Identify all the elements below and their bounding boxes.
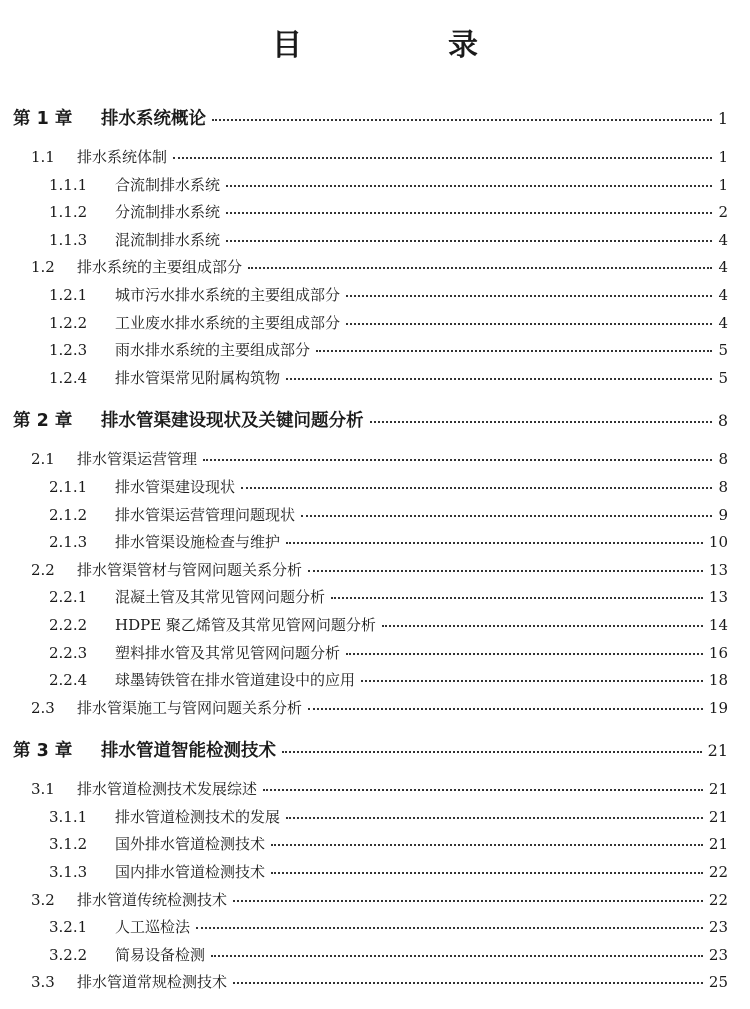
dot-leader bbox=[248, 267, 712, 269]
toc-entry-number: 3.3 bbox=[31, 973, 55, 992]
toc-entry-page-number: 13 bbox=[708, 588, 728, 607]
dot-leader bbox=[308, 570, 703, 572]
toc-section-row[interactable] bbox=[0, 889, 750, 917]
toc-entry-title: 排水管渠设施检查与维护 bbox=[115, 533, 281, 552]
toc-entry-number: 3.1 bbox=[31, 780, 55, 799]
dot-leader bbox=[203, 459, 712, 461]
toc-section-row[interactable] bbox=[0, 697, 750, 725]
toc-entry-title: 雨水排水系统的主要组成部分 bbox=[115, 341, 311, 360]
toc-entry-title: 人工巡检法 bbox=[115, 918, 191, 937]
toc-entry-title: 排水管渠建设现状及关键问题分析 bbox=[101, 411, 364, 432]
toc-subsection-row[interactable] bbox=[0, 367, 750, 395]
toc-entry-number: 2.2.2 bbox=[49, 615, 88, 634]
dot-leader bbox=[286, 542, 703, 544]
toc-chapter-row[interactable] bbox=[0, 407, 750, 444]
toc-chapter-row[interactable] bbox=[0, 737, 750, 774]
toc-entry-number: 2.2.4 bbox=[49, 671, 88, 690]
toc-entry-page-number: 1 bbox=[718, 148, 728, 166]
toc-entry-number: 3.1.1 bbox=[49, 807, 88, 826]
dot-leader bbox=[286, 817, 703, 819]
toc-subsection-row[interactable] bbox=[0, 833, 750, 861]
dot-leader bbox=[282, 751, 702, 753]
dot-leader bbox=[196, 927, 703, 929]
toc-entry-number: 1.2.1 bbox=[49, 285, 88, 304]
toc-section-row[interactable] bbox=[0, 256, 750, 284]
dot-leader bbox=[263, 789, 703, 791]
dot-leader bbox=[382, 625, 703, 627]
page-title: 目 录 bbox=[272, 28, 536, 63]
table-of-contents bbox=[0, 105, 750, 999]
dot-leader bbox=[346, 295, 712, 297]
toc-entry-title: 排水管道检测技术的发展 bbox=[115, 807, 281, 826]
toc-subsection-row[interactable] bbox=[0, 586, 750, 614]
toc-entry-title: 混流制排水系统 bbox=[115, 230, 221, 249]
toc-entry-title: 国内排水管道检测技术 bbox=[115, 863, 266, 882]
toc-entry-title: 排水管道检测技术发展综述 bbox=[77, 780, 258, 799]
toc-entry-number: 1.2.3 bbox=[49, 341, 88, 360]
toc-entry-title: 城市污水排水系统的主要组成部分 bbox=[115, 285, 341, 304]
toc-entry-number: 2.1.2 bbox=[49, 505, 88, 524]
toc-entry-page-number: 23 bbox=[708, 945, 728, 964]
toc-entry-page-number: 22 bbox=[708, 863, 728, 882]
toc-entry-page-number: 5 bbox=[718, 341, 728, 360]
dot-leader bbox=[226, 240, 712, 242]
toc-entry-page-number: 8 bbox=[718, 477, 728, 496]
toc-entry-number: 1.1.3 bbox=[49, 230, 88, 249]
toc-entry-page-number: 8 bbox=[717, 411, 728, 431]
dot-leader bbox=[233, 900, 703, 902]
dot-leader bbox=[286, 378, 712, 380]
toc-entry-title: 排水管渠管材与管网问题关系分析 bbox=[77, 560, 303, 579]
toc-entry-title: 合流制排水系统 bbox=[115, 175, 221, 194]
toc-entry-page-number: 8 bbox=[718, 450, 728, 469]
dot-leader bbox=[346, 323, 712, 325]
toc-entry-page-number: 21 bbox=[708, 835, 728, 854]
toc-subsection-row[interactable] bbox=[0, 614, 750, 642]
dot-leader bbox=[308, 708, 703, 710]
toc-entry-page-number: 4 bbox=[718, 313, 728, 332]
toc-entry-page-number: 1 bbox=[718, 175, 728, 194]
toc-entry-title: 排水系统体制 bbox=[77, 148, 168, 166]
toc-entry-title: 排水管渠运营管理 bbox=[77, 450, 198, 469]
toc-entry-number: 1.2.2 bbox=[49, 313, 88, 332]
toc-subsection-row[interactable] bbox=[0, 174, 750, 202]
toc-entry-number: 1.1 bbox=[31, 148, 55, 166]
toc-entry-title: 排水管道传统检测技术 bbox=[77, 890, 228, 909]
toc-subsection-row[interactable] bbox=[0, 531, 750, 559]
toc-entry-page-number: 23 bbox=[708, 918, 728, 937]
toc-entry-page-number: 21 bbox=[708, 780, 728, 799]
toc-entry-page-number: 21 bbox=[708, 807, 728, 826]
toc-entry-number: 第 1 章 bbox=[13, 109, 73, 129]
toc-chapter-row[interactable] bbox=[0, 105, 750, 142]
toc-section-row[interactable] bbox=[0, 448, 750, 476]
toc-entry-title: 排水管渠建设现状 bbox=[115, 477, 236, 496]
dot-leader bbox=[271, 844, 703, 846]
toc-entry-title: 排水系统概论 bbox=[101, 109, 206, 129]
dot-leader bbox=[211, 955, 703, 957]
toc-entry-number: 3.2.1 bbox=[49, 918, 88, 937]
toc-entry-page-number: 22 bbox=[708, 890, 728, 909]
toc-entry-page-number: 4 bbox=[718, 230, 728, 249]
toc-section-row[interactable] bbox=[0, 971, 750, 999]
toc-subsection-row[interactable] bbox=[0, 284, 750, 312]
toc-entry-number: 3.1.3 bbox=[49, 863, 88, 882]
dot-leader bbox=[301, 515, 712, 517]
toc-entry-page-number: 21 bbox=[707, 741, 728, 761]
toc-entry-title: 球墨铸铁管在排水管道建设中的应用 bbox=[115, 671, 356, 690]
toc-subsection-row[interactable] bbox=[0, 669, 750, 697]
toc-entry-page-number: 16 bbox=[708, 643, 728, 662]
toc-entry-title: 混凝土管及其常见管网问题分析 bbox=[115, 588, 326, 607]
toc-entry-page-number: 4 bbox=[718, 285, 728, 304]
toc-entry-number: 2.1 bbox=[31, 450, 55, 469]
toc-entry-title: 排水管渠施工与管网问题关系分析 bbox=[77, 698, 303, 717]
toc-entry-number: 2.3 bbox=[31, 698, 55, 717]
toc-entry-number: 1.1.2 bbox=[49, 203, 88, 222]
dot-leader bbox=[173, 157, 712, 159]
toc-entry-title: 简易设备检测 bbox=[115, 945, 206, 964]
toc-subsection-row[interactable] bbox=[0, 916, 750, 944]
toc-subsection-row[interactable] bbox=[0, 229, 750, 257]
toc-entry-number: 2.2.3 bbox=[49, 643, 88, 662]
toc-entry-number: 1.1.1 bbox=[49, 175, 88, 194]
toc-entry-number: 3.2 bbox=[31, 890, 55, 909]
dot-leader bbox=[226, 185, 712, 187]
toc-subsection-row[interactable] bbox=[0, 806, 750, 834]
toc-section-row[interactable] bbox=[0, 778, 750, 806]
toc-entry-title: 分流制排水系统 bbox=[115, 203, 221, 222]
toc-entry-title: 排水系统的主要组成部分 bbox=[77, 258, 243, 277]
dot-leader bbox=[241, 487, 712, 489]
toc-section-row[interactable] bbox=[0, 559, 750, 587]
toc-entry-number: 1.2.4 bbox=[49, 368, 88, 387]
dot-leader bbox=[316, 350, 712, 352]
toc-entry-number: 1.2 bbox=[31, 258, 55, 277]
toc-entry-page-number: 10 bbox=[708, 533, 728, 552]
toc-subsection-row[interactable] bbox=[0, 312, 750, 340]
toc-subsection-row[interactable] bbox=[0, 642, 750, 670]
dot-leader bbox=[271, 872, 703, 874]
toc-entry-number: 2.2.1 bbox=[49, 588, 88, 607]
toc-entry-title: 排水管道智能检测技术 bbox=[101, 741, 276, 762]
toc-entry-number: 3.2.2 bbox=[49, 945, 88, 964]
toc-entry-number: 3.1.2 bbox=[49, 835, 88, 854]
toc-entry-page-number: 13 bbox=[708, 560, 728, 579]
dot-leader bbox=[233, 982, 703, 984]
dot-leader bbox=[346, 653, 703, 655]
toc-entry-page-number: 1 bbox=[717, 109, 728, 128]
toc-entry-page-number: 18 bbox=[708, 671, 728, 690]
toc-entry-number: 2.1.1 bbox=[49, 477, 88, 496]
toc-entry-page-number: 5 bbox=[718, 368, 728, 387]
dot-leader bbox=[331, 597, 703, 599]
toc-entry-page-number: 4 bbox=[718, 258, 728, 277]
toc-entry-title: 排水管渠运营管理问题现状 bbox=[115, 505, 296, 524]
toc-entry-page-number: 9 bbox=[718, 505, 728, 524]
toc-subsection-row[interactable] bbox=[0, 201, 750, 229]
toc-entry-title: 排水管渠常见附属构筑物 bbox=[115, 368, 281, 387]
toc-subsection-row[interactable] bbox=[0, 339, 750, 367]
toc-entry-number: 第 3 章 bbox=[13, 741, 73, 762]
toc-entry-title: 工业废水排水系统的主要组成部分 bbox=[115, 313, 341, 332]
dot-leader bbox=[370, 421, 712, 423]
toc-entry-page-number: 2 bbox=[718, 203, 728, 222]
toc-entry-number: 2.2 bbox=[31, 560, 55, 579]
toc-entry-number: 第 2 章 bbox=[13, 411, 73, 432]
toc-subsection-row[interactable] bbox=[0, 504, 750, 532]
dot-leader bbox=[361, 680, 703, 682]
toc-entry-number: 2.1.3 bbox=[49, 533, 88, 552]
toc-subsection-row[interactable] bbox=[0, 944, 750, 972]
toc-entry-page-number: 14 bbox=[708, 615, 728, 634]
toc-entry-page-number: 19 bbox=[708, 698, 728, 717]
toc-entry-title: 国外排水管道检测技术 bbox=[115, 835, 266, 854]
toc-subsection-row[interactable] bbox=[0, 861, 750, 889]
toc-entry-title: 塑料排水管及其常见管网问题分析 bbox=[115, 643, 341, 662]
toc-section-row[interactable] bbox=[0, 146, 750, 174]
toc-subsection-row[interactable] bbox=[0, 476, 750, 504]
dot-leader bbox=[212, 119, 712, 121]
toc-entry-page-number: 25 bbox=[708, 973, 728, 992]
dot-leader bbox=[226, 212, 712, 214]
toc-entry-title: 排水管道常规检测技术 bbox=[77, 973, 228, 992]
toc-entry-title: HDPE 聚乙烯管及其常见管网问题分析 bbox=[115, 615, 376, 634]
